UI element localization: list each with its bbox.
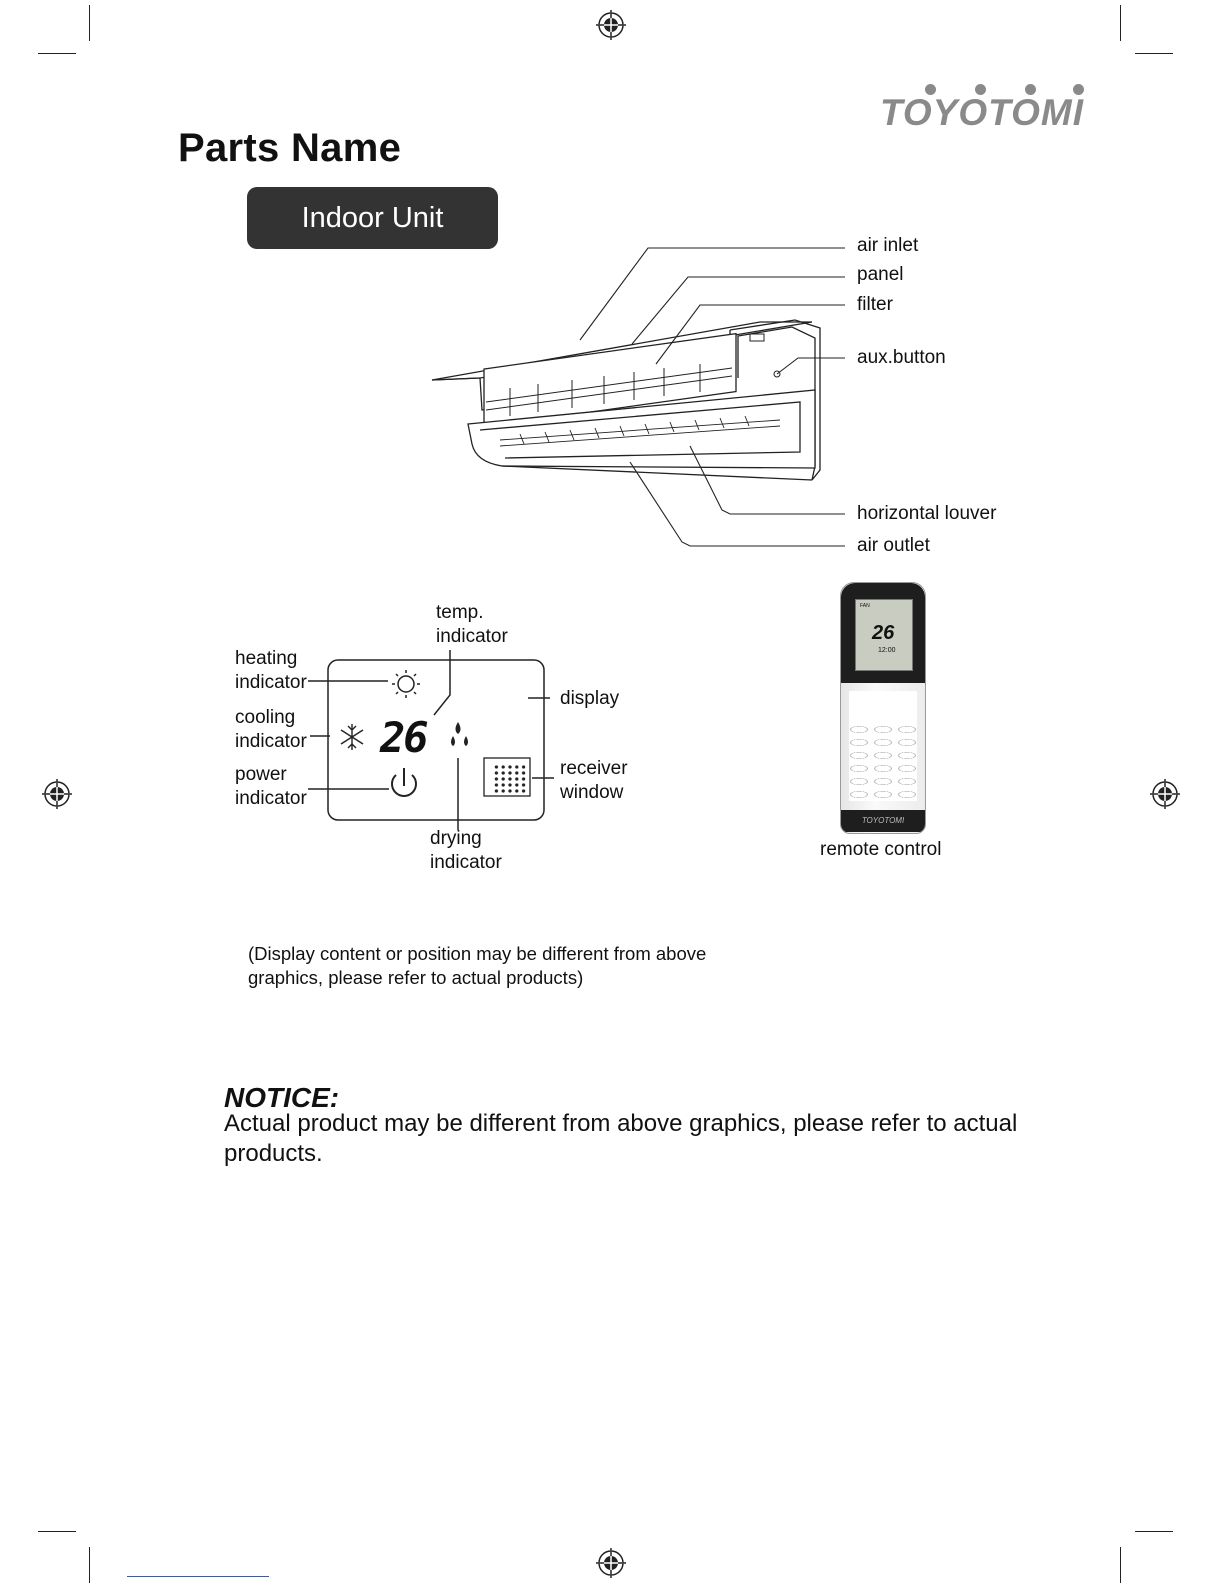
power-icon bbox=[392, 768, 416, 796]
crop-mark bbox=[1120, 5, 1121, 41]
label-line: indicator bbox=[235, 788, 307, 809]
notice-heading: NOTICE: bbox=[224, 1082, 340, 1113]
crop-mark bbox=[1120, 1547, 1121, 1583]
label-line: indicator bbox=[430, 852, 502, 873]
note-line: (Display content or position may be different from above bbox=[248, 943, 707, 964]
crop-mark bbox=[1135, 53, 1173, 54]
registration-mark-icon bbox=[596, 1548, 626, 1578]
remote-screen-fan: FAN bbox=[860, 603, 870, 609]
label-line: temp. bbox=[436, 602, 484, 623]
crop-mark bbox=[38, 53, 76, 54]
temperature-readout: 26 bbox=[380, 713, 427, 762]
sun-icon bbox=[392, 670, 420, 698]
label-display: display bbox=[560, 688, 620, 709]
page-title: Parts Name bbox=[178, 126, 402, 170]
label-line: power bbox=[235, 764, 287, 785]
indoor-unit-diagram bbox=[420, 230, 860, 560]
label-line: drying bbox=[430, 828, 482, 849]
label-line: cooling bbox=[235, 707, 296, 728]
crop-mark bbox=[89, 1547, 90, 1583]
label-line: indicator bbox=[235, 731, 307, 752]
registration-mark-icon bbox=[596, 10, 626, 40]
section-tag: Indoor Unit bbox=[247, 187, 498, 249]
display-panel-diagram bbox=[300, 640, 580, 840]
label-line: window bbox=[560, 782, 624, 803]
label-remote-control: remote control bbox=[820, 839, 942, 860]
label-line: indicator bbox=[436, 626, 508, 647]
receiver-dot-grid bbox=[493, 764, 527, 794]
brand-logo bbox=[880, 84, 1090, 134]
label-line: receiver bbox=[560, 758, 628, 779]
brand-name: TOYOTOMI bbox=[880, 92, 1084, 133]
note-line: graphics, please refer to actual products) bbox=[248, 967, 584, 988]
remote-brand: TOYOTOMI bbox=[841, 810, 925, 832]
remote-control-image bbox=[840, 582, 926, 834]
label-heating-indicator bbox=[235, 647, 307, 695]
crop-mark bbox=[1135, 1531, 1173, 1532]
registration-mark-icon bbox=[42, 779, 72, 809]
remote-screen bbox=[855, 599, 913, 671]
label-horizontal-louver: horizontal louver bbox=[857, 503, 997, 524]
label-aux-button: aux.button bbox=[857, 347, 946, 368]
snowflake-icon bbox=[341, 724, 363, 750]
label-cooling-indicator bbox=[235, 706, 307, 754]
label-power-indicator bbox=[235, 763, 307, 811]
crop-mark bbox=[89, 5, 90, 41]
remote-buttons bbox=[847, 723, 919, 803]
remote-screen-temp: 26 bbox=[872, 622, 895, 644]
display-note bbox=[248, 942, 768, 990]
label-air-outlet: air outlet bbox=[857, 535, 930, 556]
label-air-inlet: air inlet bbox=[857, 235, 919, 256]
drops-icon bbox=[451, 722, 468, 746]
registration-mark-icon bbox=[1150, 779, 1180, 809]
label-temp-indicator bbox=[436, 601, 508, 649]
label-panel: panel bbox=[857, 264, 904, 285]
label-line: heating bbox=[235, 648, 298, 669]
crop-mark bbox=[38, 1531, 76, 1532]
label-filter: filter bbox=[857, 294, 893, 315]
label-line: indicator bbox=[235, 672, 307, 693]
label-drying-indicator bbox=[430, 827, 502, 875]
label-receiver-window bbox=[560, 757, 628, 805]
notice-text: Actual product may be different from above graphics, please refer to actual products. bbox=[224, 1110, 1018, 1167]
footer-link-underline bbox=[127, 1576, 269, 1577]
remote-screen-time: 12:00 bbox=[878, 647, 896, 654]
